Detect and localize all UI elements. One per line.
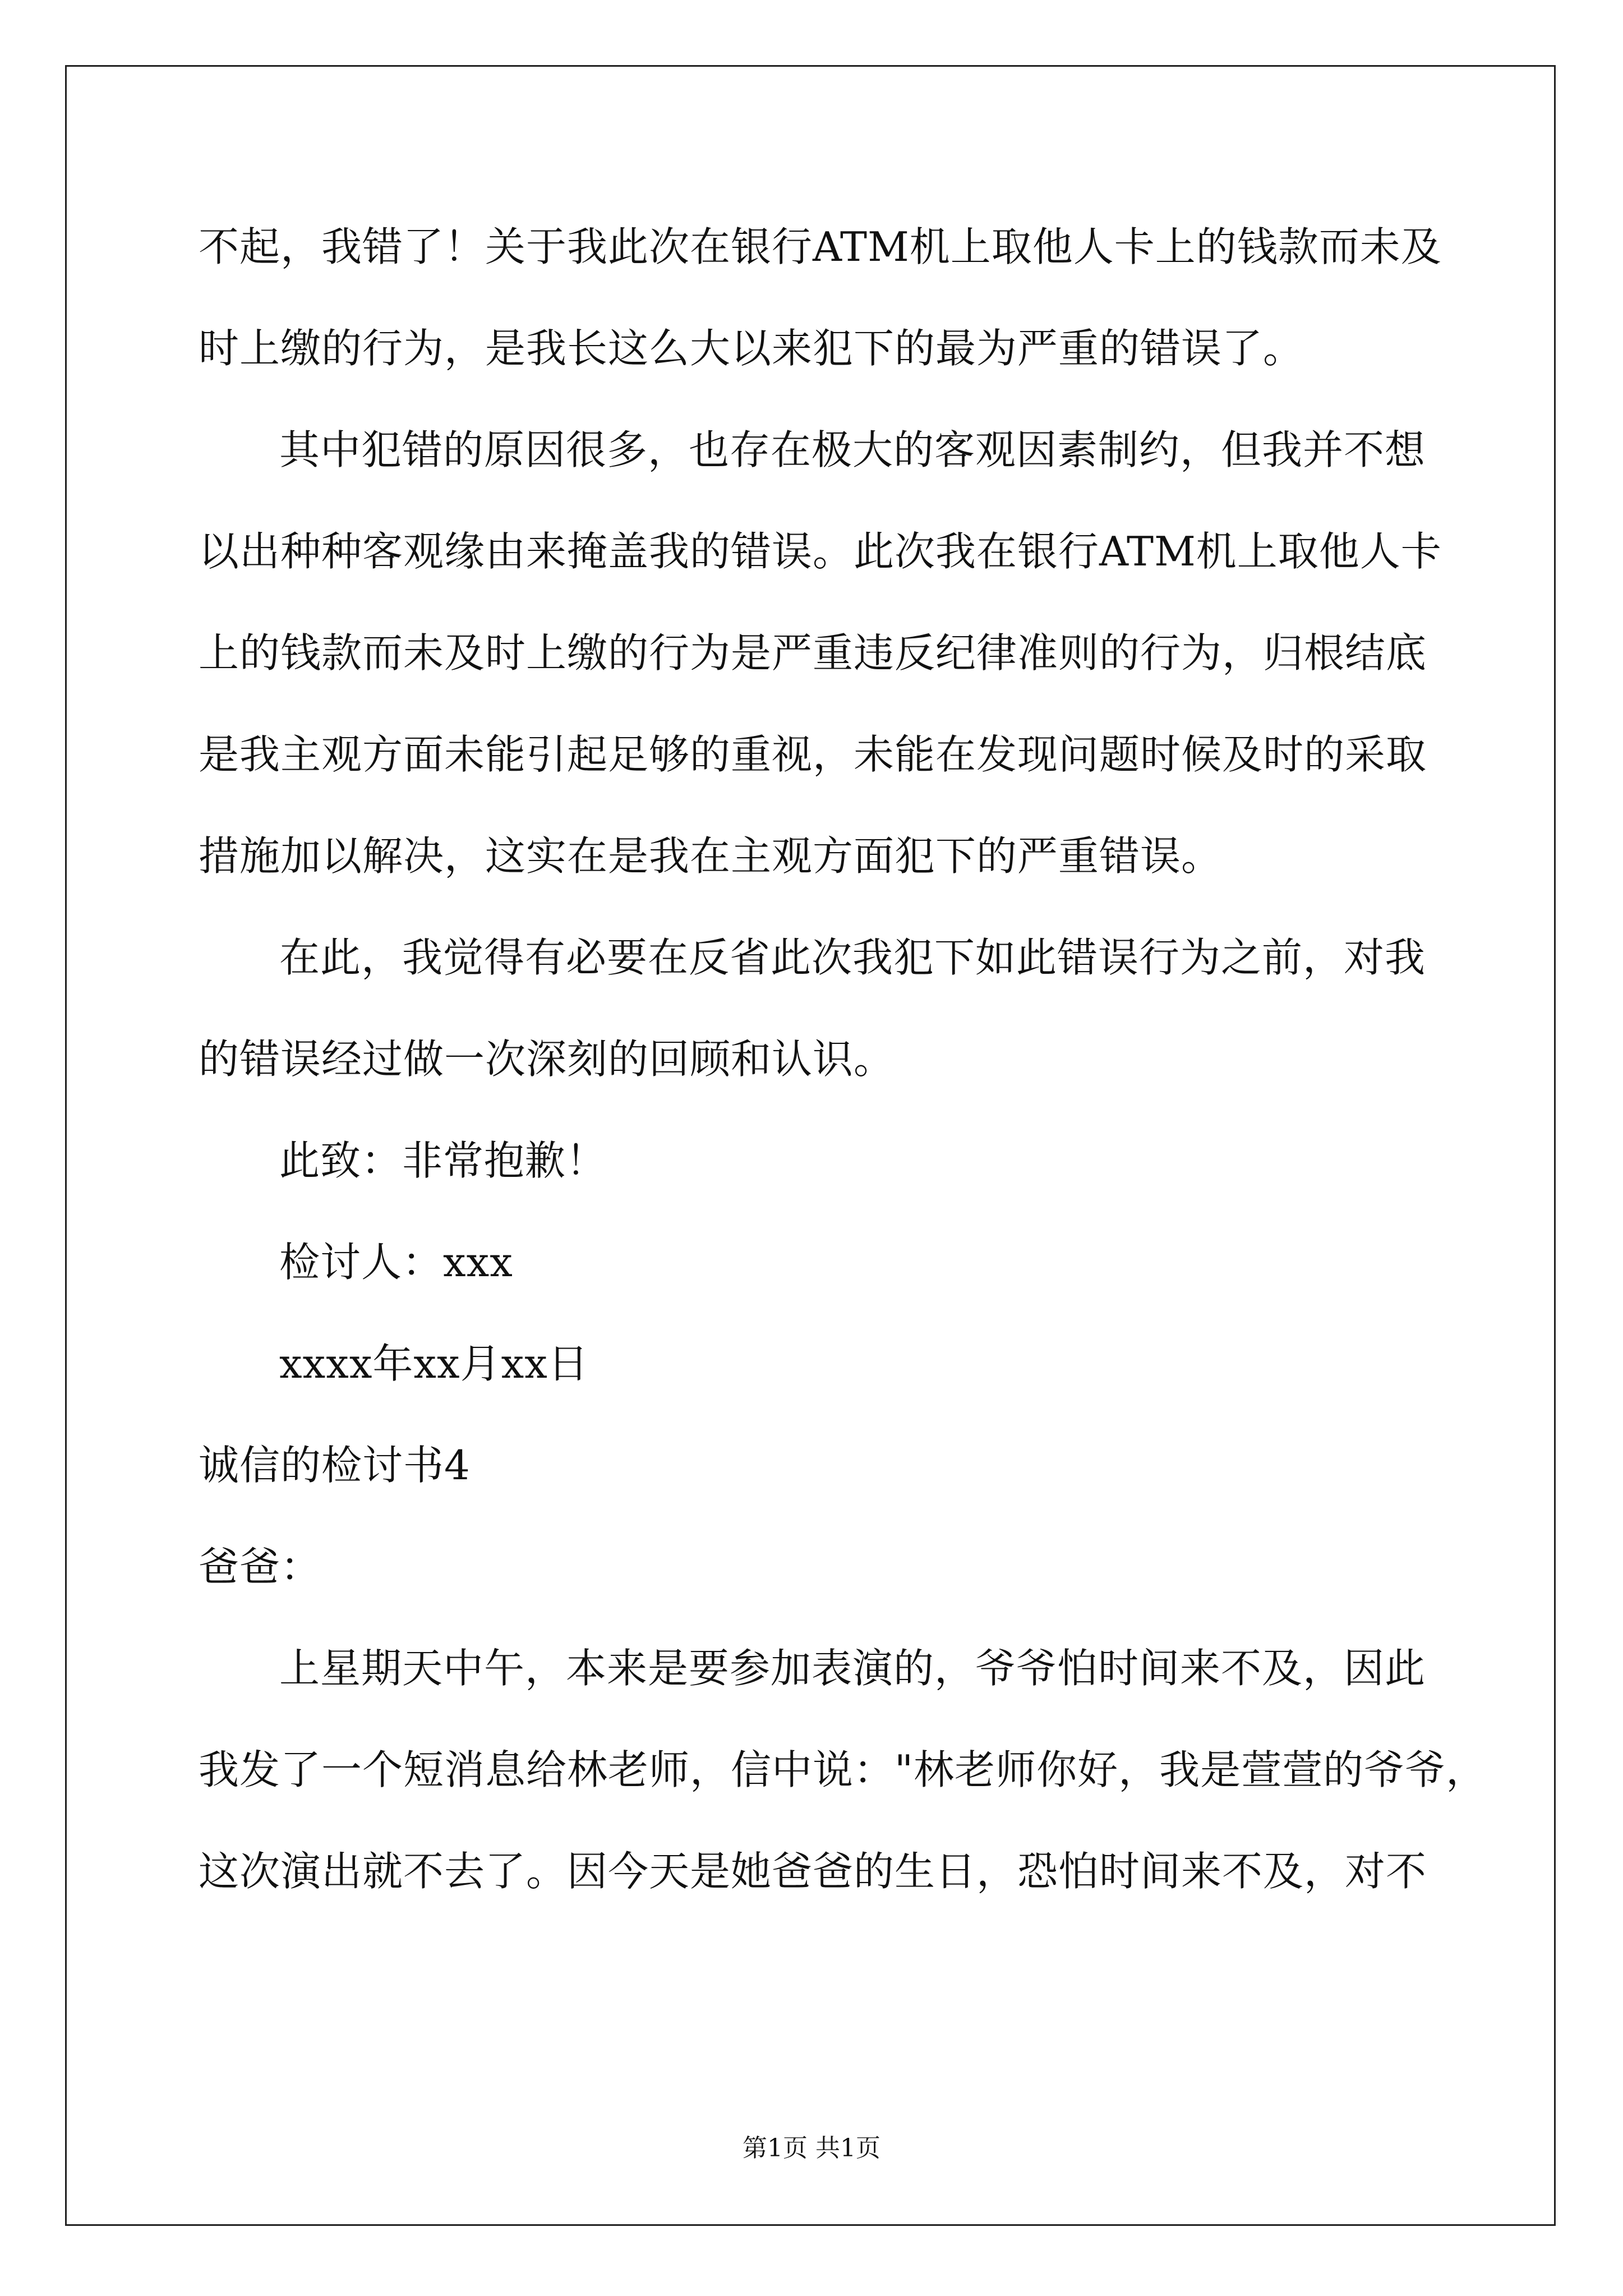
page-footer: 第1页 共1页 <box>743 2134 880 2162</box>
paragraph-line: 以出种种客观缘由来掩盖我的错误。此次我在银行ATM机上取他人卡 <box>199 528 1442 575</box>
paragraph-line: 上的钱款而未及时上缴的行为是严重违反纪律准则的行为，归根结底 <box>199 629 1427 677</box>
paragraph-line: 我发了一个短消息给林老师，信中说："林老师你好，我是萱萱的爷爷， <box>199 1746 1487 1793</box>
paragraph-line: 上星期天中午，本来是要参加表演的，爷爷怕时间来不及，因此 <box>279 1645 1426 1692</box>
salutation: 爸爸： <box>199 1543 322 1590</box>
paragraph-line: 在此，我觉得有必要在反省此次我犯下如此错误行为之前，对我 <box>279 934 1426 981</box>
signature-line: 检讨人：xxx <box>279 1239 513 1286</box>
paragraph-line: 措施加以解决，这实在是我在主观方面犯下的严重错误。 <box>199 832 1223 880</box>
closing-line: 此致：非常抱歉！ <box>279 1137 607 1184</box>
paragraph-line: 其中犯错的原因很多，也存在极大的客观因素制约，但我并不想 <box>279 426 1426 473</box>
paragraph-line: 的错误经过做一次深刻的回顾和认识。 <box>199 1036 895 1083</box>
paragraph-line: 不起，我错了！关于我此次在银行ATM机上取他人卡上的钱款而未及 <box>199 223 1442 270</box>
date-line: xxxx年xx月xx日 <box>279 1340 589 1387</box>
paragraph-line: 时上缴的行为，是我长这么大以来犯下的最为严重的错误了。 <box>199 325 1304 372</box>
paragraph-line: 这次演出就不去了。因今天是她爸爸的生日，恐怕时间来不及，对不 <box>199 1848 1427 1895</box>
paragraph-line: 是我主观方面未能引起足够的重视，未能在发现问题时候及时的采取 <box>199 731 1427 778</box>
section-title: 诚信的检讨书4 <box>199 1442 471 1489</box>
